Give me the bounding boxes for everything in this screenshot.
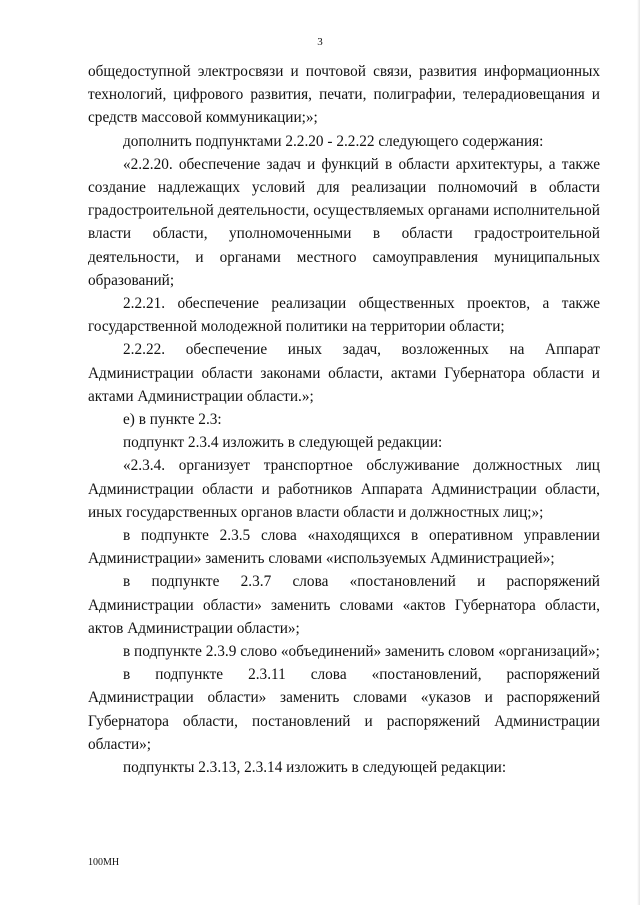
paragraph: 2.2.21. обеспечение реализации общественных проектов, а также государственной молодежной политики на территории области; bbox=[88, 295, 600, 336]
paragraph: подпункты 2.3.13, 2.3.14 изложить в следующей редакции: bbox=[123, 759, 507, 777]
paragraph: общедоступной электросвязи и почтовой связи, развития информационных технологий, цифрового развития, печати, полиграфии, телерадиовещания и средств массовой коммуникации;»; bbox=[88, 63, 600, 127]
paragraph: в подпункте 2.3.11 слова «постановлений, распоряжений Администрации области» заменить словами «указов и распоряжений Губернатора области, постановлений и распоряжений Администрации области»; bbox=[88, 666, 600, 753]
paragraph: подпункт 2.3.4 изложить в следующей редакции: bbox=[123, 434, 443, 452]
paragraph: 2.2.22. обеспечение иных задач, возложенных на Аппарат Администрации области законами области, актами Губернатора области и актами Администрации области.»; bbox=[88, 341, 600, 405]
paragraph: дополнить подпунктами 2.2.20 - 2.2.22 следующего содержания: bbox=[123, 132, 544, 150]
paragraph: в подпункте 2.3.7 слова «постановлений и распоряжений Администрации области» заменить словами «актов Губернатора области, актов Администрации области»; bbox=[88, 573, 600, 637]
paragraph: в подпункте 2.3.5 слова «находящихся в оперативном управлении Администрации» заменить словами «используемых Администрацией»; bbox=[88, 527, 600, 568]
footer-code: 100МН bbox=[88, 857, 120, 868]
page-number: 3 bbox=[317, 36, 323, 48]
paragraph: в подпункте 2.3.9 слово «объединений» заменить словом «организаций»; bbox=[123, 643, 600, 661]
paragraph: «2.3.4. организует транспортное обслуживание должностных лиц Администрации области и работников Аппарата Администрации области, иных государственных органов власти области и должностных лиц;»; bbox=[88, 457, 600, 521]
paragraph: е) в пункте 2.3: bbox=[123, 411, 222, 429]
paragraph: «2.2.20. обеспечение задач и функций в области архитектуры, а также создание надлежащих условий для реализации полномочий в области градостроительной деятельности, осуществляемых органами исполнительной власти области, уполномоченными в области градостроительной деятельности, и органами местного самоуправления муниципальных образований; bbox=[88, 155, 600, 289]
document-body bbox=[88, 60, 600, 779]
